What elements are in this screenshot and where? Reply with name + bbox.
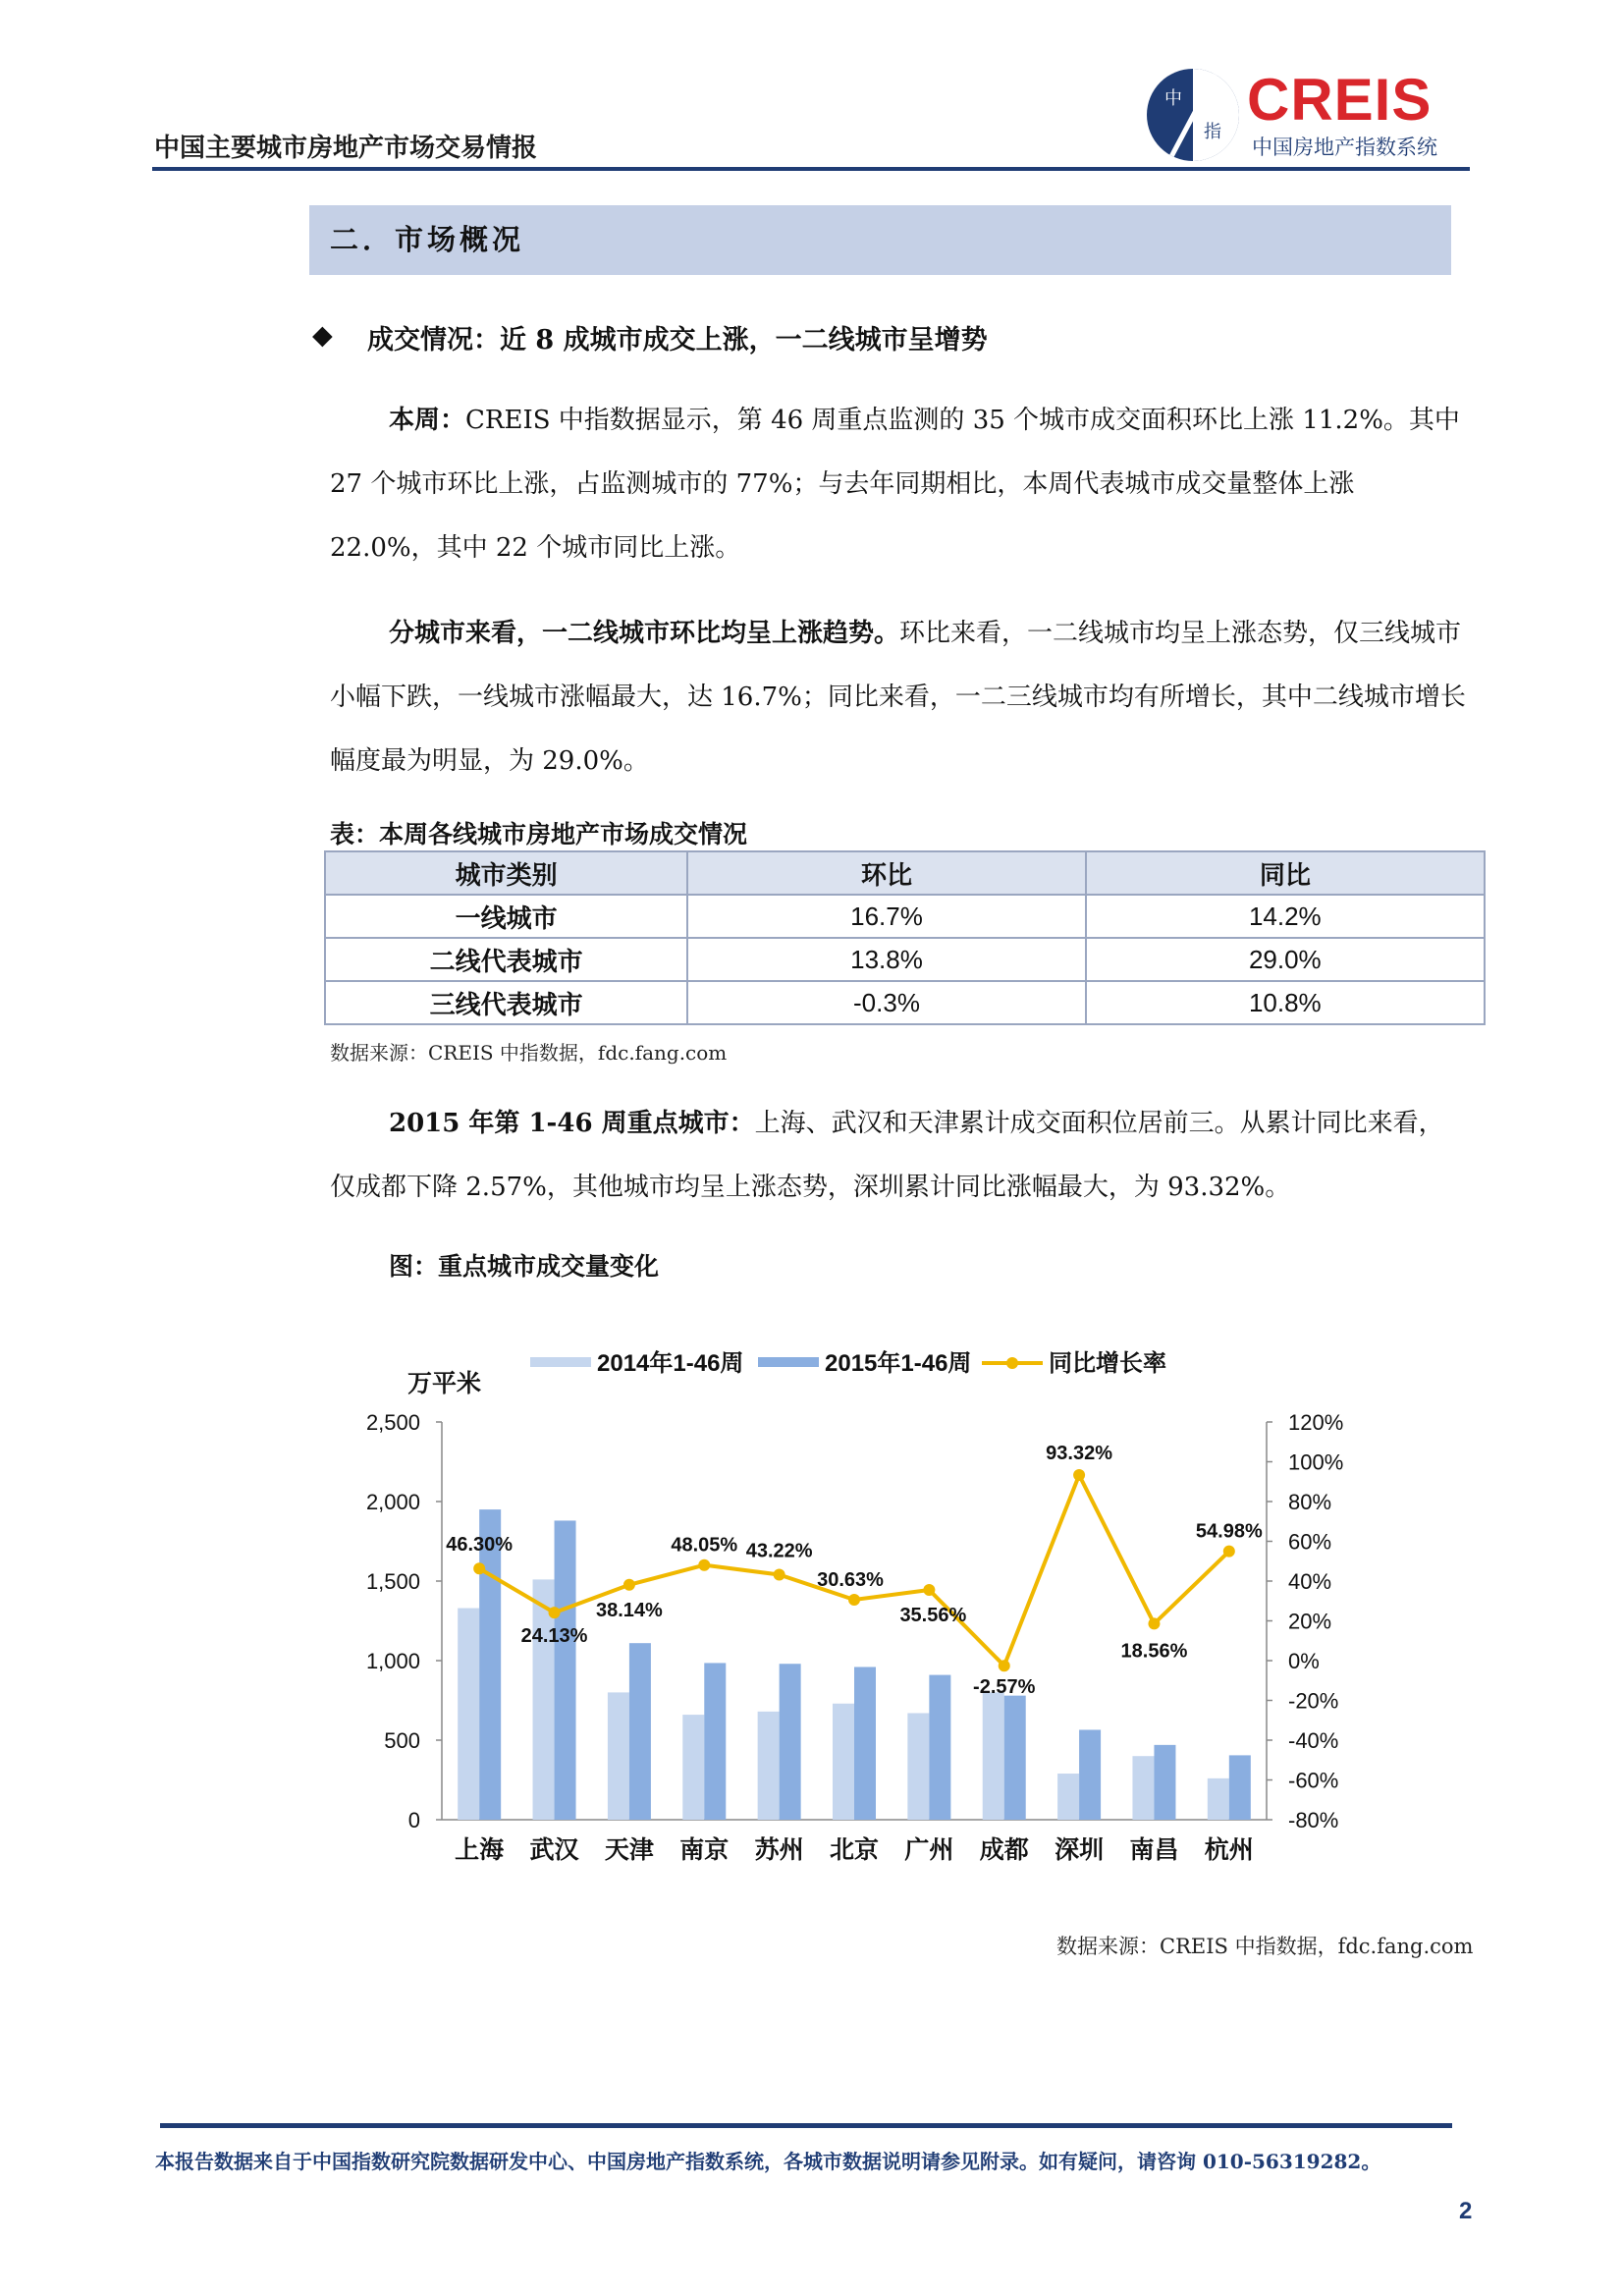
legend-swatch bbox=[530, 1357, 591, 1367]
y2-tick-label: -40% bbox=[1288, 1728, 1339, 1753]
legend-label: 2015年1-46周 bbox=[825, 1350, 972, 1377]
report-title: 中国主要城市房地产市场交易情报 bbox=[154, 134, 538, 163]
bar-2015 bbox=[704, 1663, 726, 1820]
y2-tick-label: 40% bbox=[1288, 1569, 1332, 1594]
table-source: 数据来源：CREIS 中指数据，fdc.fang.com bbox=[330, 1041, 728, 1065]
table-row bbox=[325, 938, 1485, 981]
table-cell: 29.0% bbox=[1086, 938, 1485, 981]
growth-data-label: 48.05% bbox=[671, 1534, 738, 1557]
growth-data-label: -2.57% bbox=[973, 1676, 1036, 1699]
growth-point bbox=[549, 1607, 561, 1618]
figure-source: 数据来源：CREIS 中指数据，fdc.fang.com bbox=[1056, 1935, 1474, 1958]
y2-tick-label: -80% bbox=[1288, 1808, 1339, 1832]
legend-label: 同比增长率 bbox=[1049, 1350, 1166, 1377]
table-cell: 一线城市 bbox=[325, 895, 687, 938]
growth-point bbox=[623, 1579, 635, 1591]
growth-point bbox=[999, 1660, 1010, 1671]
logo-brand: CREIS bbox=[1247, 67, 1433, 133]
logo-char-2: 指 bbox=[1204, 122, 1221, 142]
growth-data-label: 43.22% bbox=[745, 1540, 813, 1562]
bar-2015 bbox=[854, 1667, 876, 1820]
subsection-heading: 成交情况：近 8 成城市成交上涨，一二线城市呈增势 bbox=[367, 325, 988, 355]
paragraph-lead: 分城市来看，一二线城市环比均呈上涨趋势。 bbox=[389, 619, 900, 648]
growth-data-label: 24.13% bbox=[520, 1625, 588, 1648]
x-tick-label: 上海 bbox=[455, 1835, 505, 1864]
bar-2015 bbox=[1004, 1696, 1026, 1820]
city-volume-chart bbox=[334, 1321, 1394, 1890]
paragraph-body: 上海、武汉和天津累计成交面积位居前三。从累计同比来看，仅成都下降 2.57%，其他城市均呈上涨态势，深圳累计同比涨幅最大，为 93.32%。 bbox=[330, 1109, 1444, 1202]
table-header-cell: 环比 bbox=[687, 851, 1085, 895]
table-header-row bbox=[325, 851, 1485, 895]
paragraph-lead: 本周： bbox=[389, 406, 466, 435]
table-header-cell: 同比 bbox=[1086, 851, 1485, 895]
paragraph-weekly bbox=[330, 389, 1469, 580]
y-tick-label: 1,000 bbox=[365, 1649, 420, 1673]
y-tick-label: 500 bbox=[384, 1728, 420, 1753]
growth-data-label: 38.14% bbox=[595, 1599, 663, 1621]
bar-2015 bbox=[479, 1509, 501, 1820]
x-tick-label: 武汉 bbox=[529, 1835, 579, 1864]
growth-point bbox=[1148, 1617, 1160, 1629]
bar-2014 bbox=[907, 1713, 929, 1820]
y-tick-label: 1,500 bbox=[365, 1569, 420, 1594]
table-cell: -0.3% bbox=[687, 981, 1085, 1024]
bar-2014 bbox=[1132, 1756, 1154, 1820]
bar-2014 bbox=[983, 1692, 1004, 1820]
x-tick-label: 广州 bbox=[904, 1835, 954, 1864]
y-tick-label: 2,500 bbox=[365, 1410, 420, 1435]
tier-transaction-table bbox=[324, 850, 1486, 1025]
growth-data-label: 54.98% bbox=[1195, 1520, 1263, 1543]
table-header-cell: 城市类别 bbox=[325, 851, 687, 895]
legend-marker bbox=[1006, 1357, 1018, 1369]
bar-2015 bbox=[1154, 1745, 1175, 1820]
growth-data-label: 93.32% bbox=[1046, 1443, 1113, 1465]
paragraph-lead: 2015 年第 1-46 周重点城市： bbox=[389, 1109, 755, 1138]
bar-2015 bbox=[1229, 1755, 1251, 1820]
paragraph-body: CREIS 中指数据显示，第 46 周重点监测的 35 个城市成交面积环比上涨 11.2%。其中 27 个城市环比上涨，占监测城市的 77%；与去年同期相比，本周代表城市成交量整体上涨 22.0%，其中 22 个城市同比上涨。 bbox=[330, 406, 1460, 563]
logo-subtitle: 中国房地产指数系统 bbox=[1252, 136, 1437, 159]
table-cell: 14.2% bbox=[1086, 895, 1485, 938]
creis-logo-mark bbox=[1147, 69, 1239, 161]
paragraph-cumulative bbox=[330, 1092, 1469, 1220]
growth-data-label: 35.56% bbox=[899, 1604, 967, 1626]
table-cell: 13.8% bbox=[687, 938, 1085, 981]
legend-label: 2014年1-46周 bbox=[597, 1350, 744, 1377]
y2-tick-label: -20% bbox=[1288, 1688, 1339, 1714]
bar-2015 bbox=[780, 1664, 801, 1820]
growth-point bbox=[774, 1568, 785, 1580]
table-cell: 三线代表城市 bbox=[325, 981, 687, 1024]
x-tick-label: 深圳 bbox=[1055, 1835, 1105, 1864]
growth-point bbox=[1073, 1469, 1085, 1481]
growth-point bbox=[698, 1559, 710, 1571]
table-cell: 10.8% bbox=[1086, 981, 1485, 1024]
x-tick-label: 天津 bbox=[604, 1835, 654, 1864]
y2-tick-label: 60% bbox=[1288, 1529, 1332, 1555]
y2-tick-label: 80% bbox=[1288, 1490, 1332, 1514]
bar-2015 bbox=[629, 1643, 651, 1820]
growth-data-label: 46.30% bbox=[446, 1534, 514, 1557]
x-tick-label: 苏州 bbox=[754, 1835, 804, 1864]
bar-2014 bbox=[1208, 1778, 1229, 1820]
table-cell: 16.7% bbox=[687, 895, 1085, 938]
logo-char-1: 中 bbox=[1164, 88, 1182, 109]
growth-data-label: 18.56% bbox=[1120, 1640, 1188, 1663]
growth-point bbox=[923, 1584, 935, 1596]
footer-note: 本报告数据来自于中国指数研究院数据研发中心、中国房地产指数系统，各城市数据说明请参见附录。如有疑问，请咨询 010-56319282。 bbox=[155, 2150, 1381, 2173]
table-cell: 二线代表城市 bbox=[325, 938, 687, 981]
table-row bbox=[325, 981, 1485, 1024]
x-tick-label: 杭州 bbox=[1204, 1835, 1254, 1864]
growth-point bbox=[848, 1594, 860, 1606]
y2-tick-label: 120% bbox=[1288, 1410, 1344, 1435]
y-tick-label: 0 bbox=[407, 1808, 420, 1832]
y2-tick-label: -60% bbox=[1288, 1768, 1339, 1793]
x-tick-label: 南昌 bbox=[1129, 1835, 1179, 1864]
footer-divider bbox=[160, 2123, 1452, 2128]
paragraph-body: 环比来看，一二线城市均呈上涨态势，仅三线城市小幅下跌，一线城市涨幅最大，达 16.7%；同比来看，一二三线城市均有所增长，其中二线城市增长幅度最为明显，为 29.0%。 bbox=[330, 619, 1466, 776]
bar-2015 bbox=[1079, 1729, 1101, 1820]
bar-2014 bbox=[682, 1715, 704, 1820]
table-row bbox=[325, 895, 1485, 938]
bar-2014 bbox=[458, 1609, 479, 1820]
bar-2014 bbox=[758, 1712, 780, 1820]
x-tick-label: 南京 bbox=[679, 1835, 730, 1864]
y2-tick-label: 20% bbox=[1288, 1609, 1332, 1634]
y2-tick-label: 0% bbox=[1288, 1649, 1320, 1673]
page-number: 2 bbox=[1459, 2198, 1473, 2224]
growth-point bbox=[1223, 1546, 1235, 1558]
bar-2015 bbox=[555, 1520, 576, 1820]
y-tick-label: 2,000 bbox=[365, 1490, 420, 1514]
bar-2014 bbox=[833, 1704, 854, 1820]
growth-point bbox=[473, 1562, 485, 1574]
bar-2015 bbox=[929, 1675, 950, 1820]
header-divider bbox=[152, 167, 1470, 171]
x-tick-label: 成都 bbox=[979, 1835, 1029, 1864]
table-caption: 表：本周各线城市房地产市场成交情况 bbox=[330, 820, 748, 848]
legend-swatch bbox=[758, 1357, 819, 1367]
bar-2014 bbox=[608, 1692, 629, 1820]
bar-2014 bbox=[1057, 1774, 1079, 1820]
y2-tick-label: 100% bbox=[1288, 1449, 1344, 1475]
growth-data-label: 30.63% bbox=[817, 1568, 884, 1591]
section-heading: 二．市场概况 bbox=[330, 223, 525, 256]
x-tick-label: 北京 bbox=[829, 1835, 880, 1864]
figure-caption: 图：重点城市成交量变化 bbox=[389, 1252, 660, 1281]
y-axis-label: 万平米 bbox=[407, 1370, 482, 1397]
diamond-bullet-icon: ◆ bbox=[312, 320, 333, 351]
paragraph-by-city-tier bbox=[330, 602, 1469, 793]
